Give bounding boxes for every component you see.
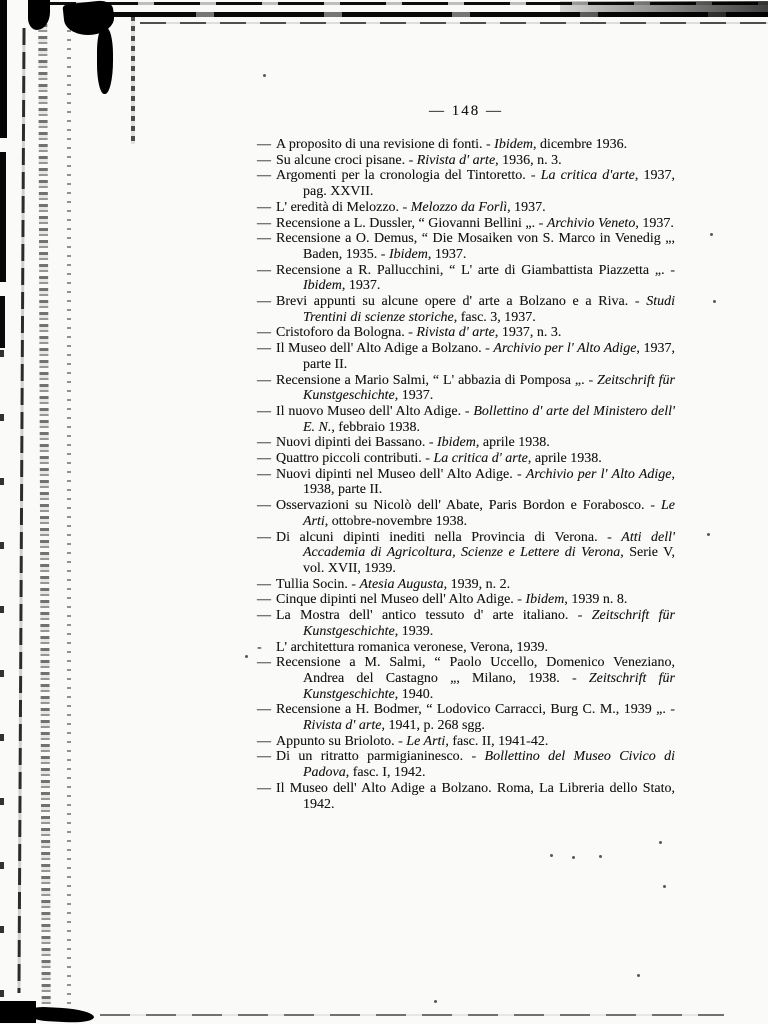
scan-page-edge-line — [67, 30, 71, 1018]
bibliography-entry — [257, 467, 675, 498]
bibliography-entry — [257, 168, 675, 199]
bibliography-entry — [257, 435, 675, 451]
scan-speck — [245, 655, 248, 658]
entry-dash: — — [257, 608, 271, 624]
entry-text: Il nuovo Museo dell' Alto Adige. - Bollettino d' arte del Ministero dell' E. N., febbraio 1938. — [276, 403, 675, 435]
entry-text: Appunto su Brioloto. - Le Arti, fasc. II, 1941-42. — [276, 733, 549, 749]
entry-dash: — — [257, 262, 271, 278]
entry-text: A proposito di una revisione di fonti. - Ibidem, dicembre 1936. — [276, 137, 628, 152]
scan-speck — [263, 74, 266, 77]
scan-speck — [550, 854, 553, 857]
page-number: — 148 — — [429, 103, 503, 119]
entry-dash: — — [257, 780, 271, 796]
bibliography-entry — [257, 263, 675, 294]
entry-dash: — — [257, 435, 271, 451]
scan-corner-blob — [97, 28, 113, 94]
entry-text: Su alcune croci pisane. - Rivista d' arte, 1936, n. 3. — [276, 152, 562, 168]
scan-speck — [434, 1000, 437, 1003]
scan-speck — [663, 885, 666, 888]
scan-corner-blob — [32, 1006, 95, 1023]
entry-dash: — — [257, 498, 271, 514]
entry-dash: — — [257, 294, 271, 310]
bibliography-entry — [257, 781, 675, 812]
scan-speck — [710, 233, 713, 236]
scan-speck — [707, 533, 710, 536]
bibliography-entry — [257, 655, 675, 702]
scan-page-edge-line — [17, 28, 25, 993]
bibliography-entry — [257, 498, 675, 529]
entry-text: Recensione a Mario Salmi, “ L' abbazia di Pomposa „. - Zeitschrift für Kunstgeschichte, 1937. — [276, 372, 675, 404]
bibliography-entry — [257, 231, 675, 262]
bibliography-entry — [257, 530, 675, 577]
entry-dash: — — [257, 152, 271, 168]
entry-text: Osservazioni su Nicolò dell' Abate, Paris Bordon e Forabosco. - Le Arti, ottobre-novembre 1938. — [276, 498, 675, 529]
entry-text: Tullia Socin. - Atesia Augusta, 1939, n. 2. — [276, 576, 511, 592]
entry-text: Nuovi dipinti nel Museo dell' Alto Adige. - Archivio per l' Alto Adige, 1938, parte II. — [276, 466, 675, 498]
entry-dash: — — [257, 231, 271, 247]
bibliography-entry — [257, 592, 675, 608]
entry-dash: — — [257, 137, 271, 152]
entry-dash: — — [257, 749, 271, 765]
scan-bottom-line — [100, 1014, 724, 1016]
scan-speck — [637, 974, 640, 977]
entry-dash: — — [257, 215, 271, 231]
bibliography-list — [257, 137, 675, 812]
scan-left-edge-band — [0, 152, 6, 282]
entry-text: L' architettura romanica veronese, Verona, 1939. — [276, 639, 549, 655]
bibliography-entry — [257, 294, 675, 325]
scan-speck — [713, 300, 716, 303]
entry-text: La Mostra dell' antico tessuto d' arte italiano. - Zeitschrift für Kunstgeschichte, 1939. — [276, 608, 675, 639]
scan-speck — [599, 855, 602, 858]
entry-text: Il Museo dell' Alto Adige a Bolzano. Roma, La Libreria dello Stato, 1942. — [276, 780, 675, 812]
entry-dash: - — [257, 639, 262, 655]
bibliography-entry — [257, 640, 675, 656]
entry-dash: — — [257, 325, 271, 341]
entry-dash: — — [257, 168, 271, 184]
bibliography-entry — [257, 734, 675, 750]
bibliography-entry — [257, 216, 675, 232]
scan-page-edge-line — [131, 16, 135, 144]
entry-text: Di alcuni dipinti inediti nella Provincia di Verona. - Atti dell' Accademia di Agricoltura, Scienze e Lettere di Verona, Serie V, vol. XVII, 1939. — [276, 529, 675, 576]
scan-corner-blob — [0, 1001, 36, 1023]
bibliography-entry — [257, 608, 675, 639]
entry-text: Quattro piccoli contributi. - La critica d' arte, aprile 1938. — [276, 451, 602, 467]
entry-text: L' eredità di Melozzo. - Melozzo da Forlì, 1937. — [276, 199, 546, 215]
bibliography-entry — [257, 749, 675, 780]
bibliography-entry — [257, 702, 675, 733]
entry-dash: — — [257, 702, 271, 718]
bibliography-entry — [257, 137, 675, 153]
entry-text: Il Museo dell' Alto Adige a Bolzano. - Archivio per l' Alto Adige, 1937, parte II. — [276, 341, 675, 372]
entry-text: Recensione a L. Dussler, “ Giovanni Bellini „. - Archivio Veneto, 1937. — [276, 215, 674, 231]
scan-page-edge-line — [38, 24, 50, 1016]
entry-text: Recensione a R. Pallucchini, “ L' arte di Giambattista Piazzetta „. - Ibidem, 1937. — [276, 262, 675, 294]
bibliography-entry — [257, 200, 675, 216]
scan-top-right-smudge — [560, 1, 768, 17]
entry-dash: — — [257, 341, 271, 357]
entry-dash: — — [257, 199, 271, 215]
bibliography-entry — [257, 325, 675, 341]
entry-text: Brevi appunti su alcune opere d' arte a Bolzano e a Riva. - Studi Trentini di scienze storiche, fasc. 3, 1937. — [276, 294, 675, 325]
bibliography-entry — [257, 577, 675, 593]
entry-text: Nuovi dipinti dei Bassano. - Ibidem, aprile 1938. — [276, 435, 550, 451]
bibliography-entry — [257, 341, 675, 372]
entry-dash: — — [257, 592, 271, 608]
entry-text: Argomenti per la cronologia del Tintoretto. - La critica d'arte, 1937, pag. XXVII. — [276, 168, 675, 200]
scan-left-edge-band — [0, 0, 7, 138]
scan-speck — [659, 841, 662, 844]
entry-dash: — — [257, 529, 271, 545]
bibliography-entry — [257, 451, 675, 467]
entry-dash: — — [257, 466, 271, 482]
entry-dash: — — [257, 372, 271, 388]
entry-text: Cinque dipinti nel Museo dell' Alto Adige. - Ibidem, 1939 n. 8. — [276, 592, 628, 608]
scan-left-edge-dots — [0, 350, 4, 1020]
entry-dash: — — [257, 576, 271, 592]
entry-text: Recensione a H. Bodmer, “ Lodovico Carracci, Burg C. M., 1939 „. - Rivista d' arte, 1941, p. 268 sgg. — [276, 702, 675, 734]
scan-top-line-3 — [140, 22, 768, 24]
scan-left-edge-band — [0, 296, 5, 348]
entry-dash: — — [257, 733, 271, 749]
scan-speck — [572, 856, 575, 859]
entry-text: Cristoforo da Bologna. - Rivista d' arte, 1937, n. 3. — [276, 325, 562, 341]
entry-text: Recensione a M. Salmi, “ Paolo Uccello, Domenico Veneziano, Andrea del Castagno „, Milano, 1938. - Zeitschrift für Kunstgeschichte, 1940. — [276, 655, 675, 702]
entry-dash: — — [257, 403, 271, 419]
entry-text: Di un ritratto parmigianinesco. - Bollettino del Museo Civico di Padova, fasc. I, 1942. — [276, 749, 675, 781]
entry-dash: — — [257, 451, 271, 467]
entry-text: Recensione a O. Demus, “ Die Mosaiken von S. Marco in Venedig „, Baden, 1935. - Ibidem, 1937. — [276, 231, 675, 262]
bibliography-entry — [257, 373, 675, 404]
bibliography-entry — [257, 404, 675, 435]
bibliography-entry — [257, 153, 675, 169]
entry-dash: — — [257, 655, 271, 671]
